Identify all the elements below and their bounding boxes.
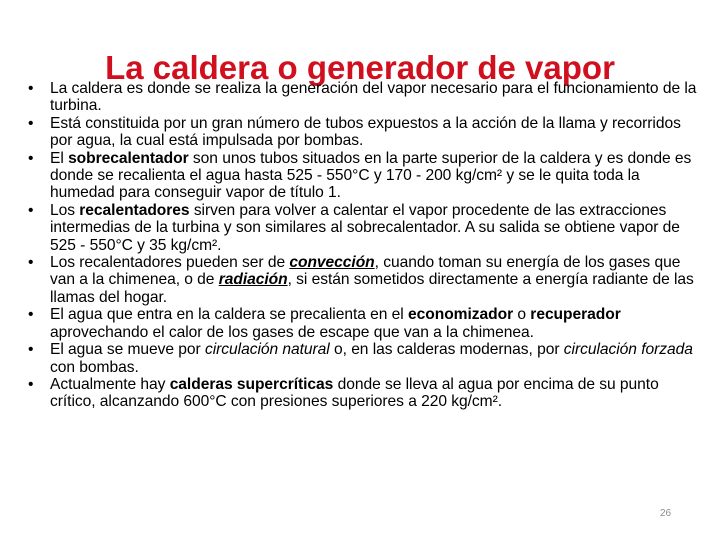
bullet-text: Está constituida por un gran número de tubos expuestos a la acción de la llama y recorridos por agua, la cual está impulsada por bombas. [50, 114, 681, 150]
bullet-text: donde se lleva al agua por encima de su punto crítico, alcanzando 600°C con presiones superiores a 220 kg/cm². [50, 375, 659, 411]
bullet-item [26, 115, 698, 150]
bullet-text: , cuando toman su energía de los gases que van a la chimenea, o de [50, 254, 681, 289]
bullet-text: Los recalentadores pueden ser de [50, 254, 290, 272]
bullet-text: son unos tubos situados en la parte superior de la caldera y es donde es donde se recalienta el agua hasta 525 - 550°C y 170 - 200 kg/cm² y se le quita toda la humedad para conseguir vapor de título 1. [50, 149, 692, 202]
bullet-item [26, 306, 698, 341]
bullet-text: o, en las calderas modernas, por [329, 341, 564, 359]
bold-term: radiación [218, 271, 288, 289]
bullet-list [26, 80, 698, 411]
bullet-item [26, 202, 698, 254]
bold-term: sobrecalentador [68, 149, 189, 167]
bullet-text: sirven para volver a calentar el vapor procedente de las extracciones intermedias de la turbina y son similares al sobrecalentador. A su salida se obtiene vapor de 525 - 550°C y 35 kg/cm². [50, 201, 680, 254]
bold-term: recalentadores [79, 201, 190, 219]
bullet-text: o [513, 306, 531, 324]
bullet-text: con bombas. [50, 358, 139, 376]
bullet-item [26, 341, 698, 376]
bullet-text: El agua que entra en la caldera se precalienta en el [50, 306, 408, 324]
bullet-item [26, 254, 698, 306]
slide-title: La caldera o generador de vapor [105, 49, 615, 87]
bullet-text: La caldera es donde se realiza la generación del vapor necesario para el funcionamiento de la turbina. [50, 80, 697, 115]
bullet-text: El agua se mueve por [50, 341, 205, 359]
bullet-text: , si están sometidos directamente a energía radiante de las llamas del hogar. [50, 271, 694, 306]
bullet-text: Actualmente hay [50, 375, 170, 393]
bold-term: economizador [408, 306, 514, 324]
italic-term: circulación natural [204, 341, 330, 359]
bold-term: recuperador [530, 306, 621, 324]
bullet-item [26, 150, 698, 202]
bullet-text: Los [50, 201, 80, 219]
bold-term: calderas supercríticas [169, 375, 334, 393]
bullet-text: aprovechando el calor de los gases de escape que van a la chimenea. [50, 323, 534, 341]
page-number: 26 [660, 508, 672, 519]
bullet-item [26, 376, 698, 411]
bullet-text: El [50, 149, 69, 167]
italic-term: circulación forzada [563, 341, 693, 359]
bold-term: convección [289, 254, 375, 272]
bullet-item [26, 80, 698, 115]
